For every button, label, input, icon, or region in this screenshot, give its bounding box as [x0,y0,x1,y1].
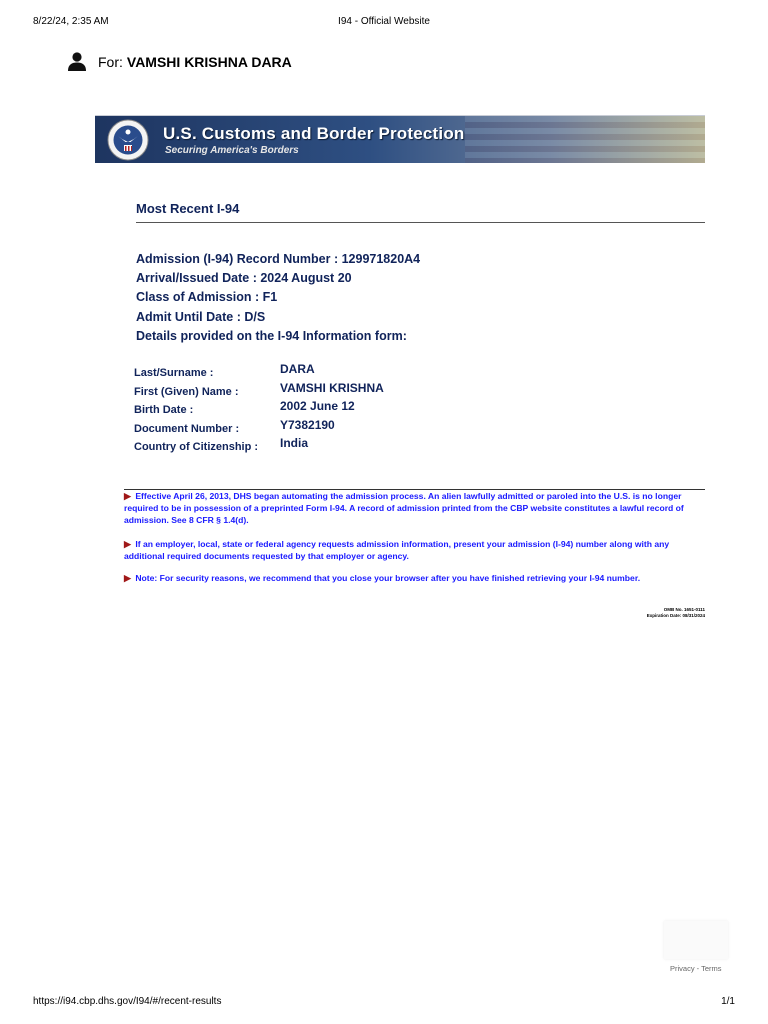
detail-row-citizenship [134,436,384,455]
detail-value: 2002 June 12 [280,399,355,413]
detail-value: DARA [280,362,315,376]
detail-label: Country of Citizenship : [134,441,259,453]
notice-automation [124,490,706,527]
print-url: https://i94.cbp.dhs.gov/I94/#/recent-results [33,996,222,1007]
omb-number: OMB No. 1651-0111 [663,607,705,612]
arrow-right-icon: ▶ [124,573,131,583]
notice-text: Effective April 26, 2013, DHS began automating the admission process. An alien lawfully admitted or paroled into the U.S. is no longer required to be in possession of a preprinted Form I-94. A record of admission printed from the CBP website constitutes a lawful record of admission. See 8 CFR § 1.4(d). [124,491,684,526]
arrow-right-icon: ▶ [124,539,131,549]
section-divider [136,222,705,223]
detail-label: Birth Date : [134,404,194,416]
print-page-number: 1/1 [721,996,735,1007]
flag-stripes [465,116,705,163]
detail-row-surname [134,362,384,381]
detail-label: First (Given) Name : [134,385,239,398]
user-name: VAMSHI KRISHNA DARA [126,54,292,70]
dhs-seal-logo [101,118,155,162]
recaptcha-badge[interactable] [664,921,728,959]
print-datetime: 8/22/24, 2:35 AM [33,16,109,27]
notice-employer [124,538,706,562]
detail-value: India [280,436,309,450]
detail-row-birth-date [134,399,384,418]
omb-expiration: Expiration Date: 08/31/2024 [646,613,705,618]
section-title: Most Recent I-94 [136,201,240,216]
print-page-title: I94 - Official Website [338,16,430,27]
detail-label: Last/Surname : [134,367,214,379]
class-of-admission: Class of Admission : F1 [136,290,278,305]
banner-title: U.S. Customs and Border Protection [163,124,465,143]
admit-until-date: Admit Until Date : D/S [136,309,266,324]
detail-value: Y7382190 [280,417,335,432]
notice-text: Note: For security reasons, we recommend that you close your browser after you have finished retrieving your I-94 number. [135,573,641,583]
arrival-date: Arrival/Issued Date : 2024 August 20 [136,271,352,286]
detail-row-given-name [134,381,384,400]
notice-text: If an employer, local, state or federal agency requests admission information, present your admission (I-94) number along with any additional required documents requested by that employer or agency. [124,539,670,562]
record-summary [136,251,420,347]
user-icon [68,52,86,72]
recaptcha-privacy-terms-link[interactable]: Privacy - Terms [670,964,722,973]
details-heading: Details provided on the I-94 Information form: [136,328,407,343]
user-row [68,52,292,72]
for-label: For: [98,54,123,70]
record-number: Admission (I-94) Record Number : 129971820A4 [136,252,421,266]
cbp-banner [95,115,705,163]
detail-label: Document Number : [134,422,240,435]
banner-subtitle: Securing America's Borders [165,145,299,156]
details-table [134,362,384,455]
detail-value: VAMSHI KRISHNA [280,380,384,395]
notice-security [124,572,706,584]
omb-info [647,607,705,619]
detail-row-document-number [134,418,384,437]
arrow-right-icon: ▶ [124,491,131,501]
